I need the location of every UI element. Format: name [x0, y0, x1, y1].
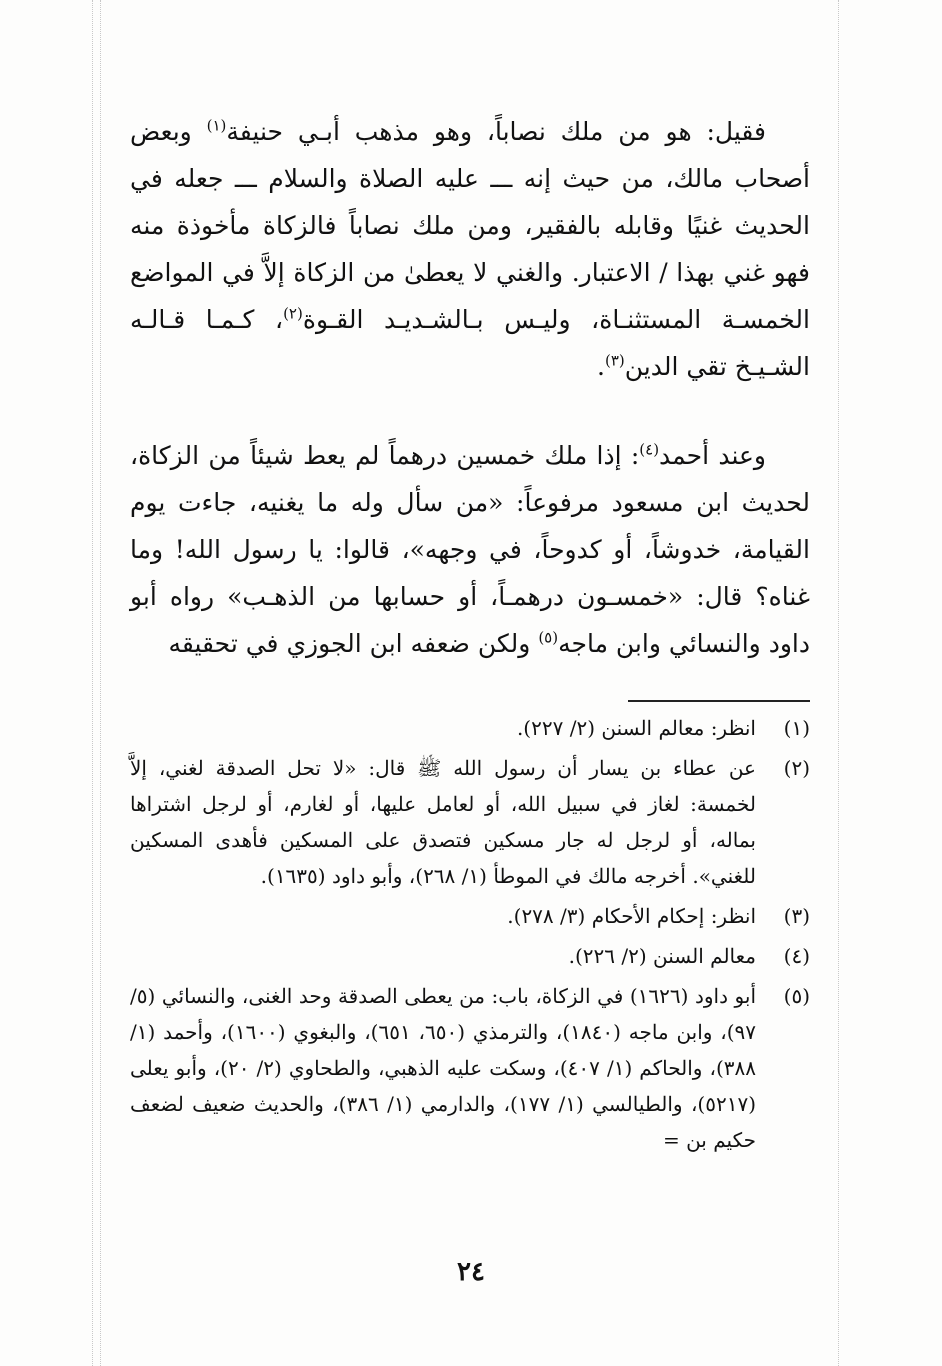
- page-number: ٢٤: [457, 1257, 485, 1287]
- footnote-text: أبو داود (١٦٢٦) في الزكاة، باب: من يعطى الصدقة وحد الغنى، والنسائي (٥/ ٩٧)، وابن ماجه (١٨٤٠)، والترمذي (٦٥٠، ٦٥١)، والبغوي (١٦٠٠)، وأحمد (١/ ٣٨٨)، والحاكم (١/ ٤٠٧)، وسكت عليه الذهبي، والطحاوي (٢/ ٢٠)، وأبو يعلى (٥٢١٧)، والطيالسي (١/ ١٧٧)، والدارمي (١/ ٣٨٦)، والحديث ضعيف لضعف حكيم بن =: [130, 984, 757, 1152]
- footnote-reference-2: (٢): [283, 304, 303, 323]
- footnote-2: [130, 750, 810, 894]
- footnote-number: (٣): [783, 904, 810, 928]
- footnotes-section: [130, 710, 810, 1162]
- footnote-reference-5: (٥): [538, 628, 559, 647]
- paragraph-text: فقيل: هو من ملك نصاباً، وهو مذهب أبـي حنيفة: [226, 117, 766, 146]
- footnote-5: [130, 978, 810, 1158]
- paragraph-text: ولكن ضعفه ابن الجوزي في تحقيقه: [168, 629, 539, 658]
- footnote-number: (٢): [783, 756, 810, 780]
- body-paragraph-1: [130, 108, 810, 390]
- paragraph-text: .: [597, 352, 605, 381]
- footnote-1: [130, 710, 810, 746]
- footnote-reference-3: (٣): [605, 351, 625, 370]
- footnote-4: [130, 938, 810, 974]
- paragraph-text: وبعض أصحاب مالك، من حيث إنه ـــ عليه الصلاة والسلام ـــ جعله في الحديث غنيًا وقابله بالفقير، ومن ملك نصاباً فالزكاة مأخوذة منه فهو غني بهذا / الاعتبار. والغني لا يعطىٰ من الزكاة إلاَّ في المواضع الخمسـة المستثنـاة، وليـس بـالشـديـد القـوة: [130, 117, 810, 334]
- body-paragraph-2: [130, 432, 810, 667]
- paragraph-text: ، كـمـا قـالـه الشـيـخ تقي الدين: [130, 305, 810, 381]
- footnote-text: انظر: معالم السنن (٢/ ٢٢٧).: [516, 716, 756, 740]
- footnote-number: (٥): [783, 984, 810, 1008]
- scan-edge-mark: [92, 0, 94, 1366]
- footnote-separator: [628, 700, 810, 702]
- footnote-3: [130, 898, 810, 934]
- footnote-reference-1: (١): [206, 116, 227, 135]
- paragraph-text: وعند أحمد: [659, 441, 766, 470]
- footnote-number: (٤): [783, 944, 810, 968]
- footnote-text: عن عطاء بن يسار أن رسول الله ﷺ قال: «لا تحل الصدقة لغني، إلاَّ لخمسة: لغاز في سبيل الله، أو لعامل عليها، أو لغارم، أو لرجل اشتراها بماله، أو لرجل له جار مسكين فتصدق على المسكين فأهدى المسكين للغني». أخرجه مالك في الموطأ (١/ ٢٦٨)، وأبو داود (١٦٣٥).: [130, 756, 756, 888]
- paragraph-text: : إذا ملك خمسين درهماً لم يعط شيئاً من الزكاة، لحديث ابن مسعود مرفوعاً: «من سأل وله ما يغنيه، جاءت يوم القيامة، خدوشاً، أو كدوحاً، في وجهه»، قالوا: يا رسول الله! وما غناه؟ قال: «خمسـون درهمـاً، أو حسابها من الذهـب» رواه أبو داود والنسائي وابن ماجه: [130, 441, 810, 658]
- footnote-number: (١): [783, 716, 810, 740]
- scan-edge-mark: [100, 0, 102, 1366]
- footnote-text: معالم السنن (٢/ ٢٢٦).: [568, 944, 756, 968]
- scan-edge-mark: [838, 0, 840, 1366]
- footnote-reference-4: (٤): [639, 440, 660, 459]
- footnote-text: انظر: إحكام الأحكام (٣/ ٢٧٨).: [507, 904, 756, 928]
